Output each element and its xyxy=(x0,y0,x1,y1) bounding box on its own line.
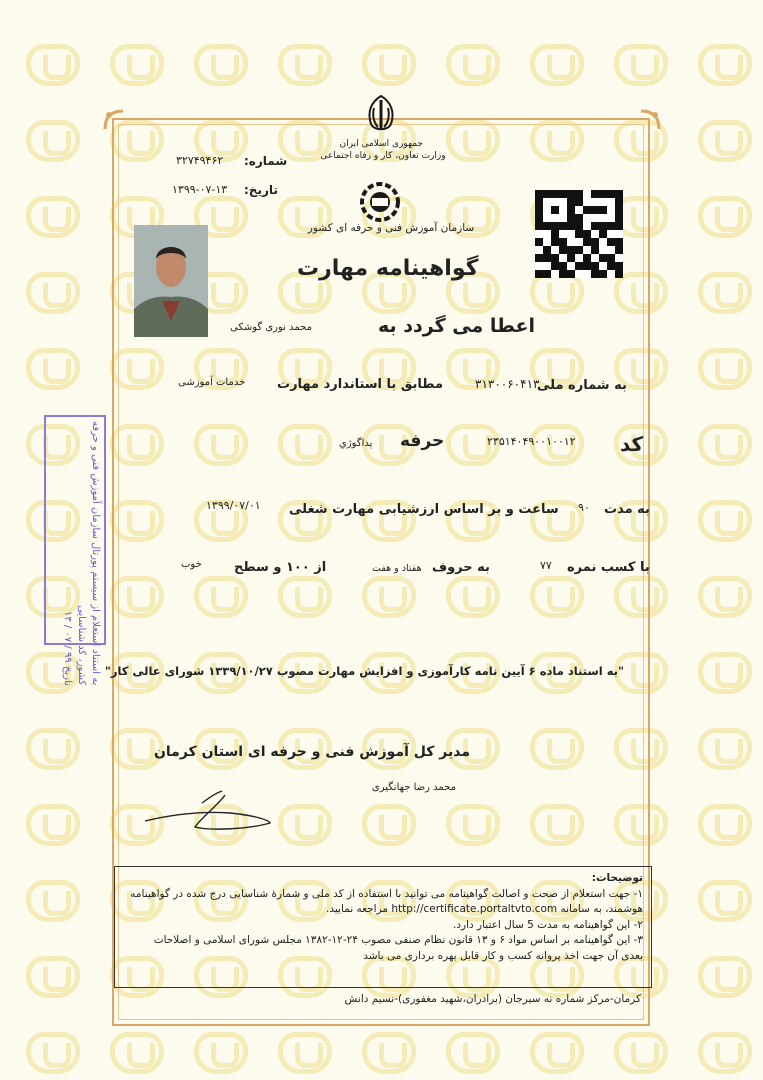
awarded-to-label: اعطا می گردد به xyxy=(378,315,535,337)
qr-module xyxy=(615,222,623,230)
notes-line: هوشمند، به سامانه http://certificate.portaltvto.com مراجعه نمایید. xyxy=(326,903,643,915)
qr-module xyxy=(607,270,615,278)
qr-module xyxy=(599,206,607,214)
qr-module xyxy=(559,214,567,222)
qr-module xyxy=(559,230,567,238)
qr-module xyxy=(535,206,543,214)
qr-module xyxy=(591,238,599,246)
qr-module xyxy=(591,214,599,222)
qr-module xyxy=(607,246,615,254)
organization-name: سازمان آموزش فنی و حرفه ای کشور xyxy=(307,222,475,234)
watermark-tile-icon xyxy=(26,348,80,390)
qr-module xyxy=(599,214,607,222)
watermark-tile-icon xyxy=(698,804,752,846)
standard-label: مطابق با استاندارد مهارت xyxy=(277,377,444,392)
qr-module xyxy=(599,190,607,198)
qr-module xyxy=(591,206,599,214)
qr-module xyxy=(551,190,559,198)
qr-module xyxy=(567,198,575,206)
qr-module xyxy=(575,198,583,206)
score-value: ۷۷ xyxy=(540,559,552,572)
qr-module xyxy=(567,246,575,254)
qr-module xyxy=(535,190,543,198)
qr-module xyxy=(575,270,583,278)
qr-module xyxy=(607,214,615,222)
assessment-label: ساعت و بر اساس ارزشیابی مهارت شغلی xyxy=(289,502,559,517)
watermark-tile-icon xyxy=(530,1032,584,1074)
code-value: ۲۳۵۱۴۰۴۹۰۰۱۰۰۱۲ xyxy=(487,435,576,448)
notes-line: بعدی آن جهت اخذ پروانه کسب و کار قابل بهره برداری می باشد xyxy=(363,949,643,962)
qr-module xyxy=(559,222,567,230)
watermark-tile-icon xyxy=(698,500,752,542)
watermark-tile-icon xyxy=(194,1032,248,1074)
qr-module xyxy=(543,262,551,270)
qr-module xyxy=(567,270,575,278)
qr-module xyxy=(551,238,559,246)
qr-module xyxy=(543,190,551,198)
watermark-tile-icon xyxy=(446,1032,500,1074)
duration-value: ۹۰ xyxy=(578,501,590,514)
qr-module xyxy=(551,230,559,238)
watermark-tile-icon xyxy=(278,44,332,86)
certificate-title: گواهینامه مهارت xyxy=(297,256,479,281)
watermark-tile-icon xyxy=(26,956,80,998)
qr-module xyxy=(567,262,575,270)
qr-module xyxy=(575,214,583,222)
qr-module xyxy=(615,238,623,246)
qr-module xyxy=(551,270,559,278)
qr-module xyxy=(615,262,623,270)
qr-module xyxy=(543,222,551,230)
holder-photo xyxy=(134,225,208,337)
watermark-tile-icon xyxy=(698,956,752,998)
watermark-tile-icon xyxy=(26,1032,80,1074)
watermark-tile-icon xyxy=(698,272,752,314)
watermark-tile-icon xyxy=(278,1032,332,1074)
qr-module xyxy=(583,230,591,238)
qr-module xyxy=(615,190,623,198)
corner-ornament-icon xyxy=(639,109,661,131)
qr-code xyxy=(535,190,623,278)
qr-module xyxy=(615,214,623,222)
qr-module xyxy=(591,222,599,230)
qr-module xyxy=(575,206,583,214)
qr-module xyxy=(567,230,575,238)
qr-module xyxy=(567,190,575,198)
watermark-tile-icon xyxy=(698,652,752,694)
qr-module xyxy=(559,262,567,270)
watermark-tile-icon xyxy=(26,44,80,86)
qr-module xyxy=(599,198,607,206)
qr-module xyxy=(599,270,607,278)
watermark-tile-icon xyxy=(698,424,752,466)
qr-module xyxy=(535,222,543,230)
qr-module xyxy=(543,238,551,246)
watermark-tile-icon xyxy=(698,880,752,922)
qr-module xyxy=(535,270,543,278)
watermark-tile-icon xyxy=(26,196,80,238)
qr-module xyxy=(543,230,551,238)
qr-module xyxy=(543,254,551,262)
qr-module xyxy=(591,246,599,254)
qr-module xyxy=(567,222,575,230)
watermark-tile-icon xyxy=(698,348,752,390)
national-id-value: ۳۱۳۰۰۶۰۴۱۳ xyxy=(475,377,540,391)
ministry-text: وزارت تعاون، کار و رفاه اجتماعی xyxy=(320,151,446,161)
qr-module xyxy=(615,270,623,278)
in-letters-value: هفتاد و هفت xyxy=(372,563,422,574)
notes-heading: توضیحات: xyxy=(591,872,643,884)
signature xyxy=(140,785,275,835)
qr-module xyxy=(551,214,559,222)
profession-label: حرفه xyxy=(400,431,445,451)
watermark-tile-icon xyxy=(110,44,164,86)
watermark-tile-icon xyxy=(614,1032,668,1074)
qr-module xyxy=(535,238,543,246)
qr-module xyxy=(583,222,591,230)
watermark-tile-icon xyxy=(614,44,668,86)
qr-module xyxy=(551,206,559,214)
tvto-logo-icon xyxy=(352,180,408,224)
qr-module xyxy=(599,254,607,262)
qr-module xyxy=(551,198,559,206)
verification-stamp xyxy=(44,415,106,686)
stamp-line-2: کشور، کد شناسایی xyxy=(76,605,87,686)
qr-module xyxy=(535,214,543,222)
qr-module xyxy=(543,246,551,254)
watermark-tile-icon xyxy=(698,576,752,618)
qr-module xyxy=(559,246,567,254)
watermark-tile-icon xyxy=(698,120,752,162)
in-letters-label: به حروف xyxy=(432,560,490,575)
stamp-line-3: تاریخ ۹۹ / ۰۷ / ۱۳ xyxy=(62,610,73,686)
standard-value: خدمات آموزشی xyxy=(178,377,246,388)
qr-module xyxy=(575,230,583,238)
qr-module xyxy=(583,206,591,214)
qr-module xyxy=(559,190,567,198)
qr-module xyxy=(551,254,559,262)
qr-module xyxy=(591,230,599,238)
watermark-tile-icon xyxy=(698,728,752,770)
qr-module xyxy=(583,246,591,254)
watermark-tile-icon xyxy=(26,804,80,846)
qr-module xyxy=(599,262,607,270)
qr-module xyxy=(583,270,591,278)
qr-module xyxy=(583,238,591,246)
watermark-tile-icon xyxy=(446,44,500,86)
national-id-label: به شماره ملی xyxy=(537,378,627,393)
qr-module xyxy=(567,214,575,222)
qr-module xyxy=(559,270,567,278)
qr-module xyxy=(535,262,543,270)
notes-line: ۳- این گواهینامه بر اساس مواد ۶ و ۱۳ قانون نظام صنفی مصوب ۲۴-۱۲-۱۳۸۲ مجلس شورای اسلامی و اصلاحات xyxy=(153,934,643,946)
level-value: خوب xyxy=(181,559,202,570)
corner-ornament-icon xyxy=(103,109,125,131)
qr-module xyxy=(615,254,623,262)
qr-module xyxy=(543,270,551,278)
qr-module xyxy=(535,230,543,238)
qr-module xyxy=(559,238,567,246)
notes-line: ۲- این گواهینامه به مدت 5 سال اعتبار دارد. xyxy=(453,918,643,931)
qr-module xyxy=(559,198,567,206)
qr-module xyxy=(559,254,567,262)
code-label: کد xyxy=(620,432,644,456)
watermark-tile-icon xyxy=(362,1032,416,1074)
qr-module xyxy=(607,206,615,214)
watermark-tile-icon xyxy=(26,728,80,770)
qr-module xyxy=(575,254,583,262)
number-label: شماره: xyxy=(244,154,288,168)
qr-module xyxy=(551,222,559,230)
watermark-tile-icon xyxy=(194,44,248,86)
watermark-tile-icon xyxy=(26,880,80,922)
qr-module xyxy=(575,262,583,270)
watermark-tile-icon xyxy=(362,44,416,86)
qr-module xyxy=(591,198,599,206)
republic-text: جمهوری اسلامی ایران xyxy=(339,139,423,149)
date-label: تاریخ: xyxy=(244,183,278,197)
watermark-tile-icon xyxy=(110,1032,164,1074)
qr-module xyxy=(575,190,583,198)
qr-module xyxy=(599,246,607,254)
qr-module xyxy=(575,246,583,254)
duration-label: به مدت xyxy=(604,502,650,517)
qr-module xyxy=(583,262,591,270)
qr-module xyxy=(535,198,543,206)
qr-module xyxy=(567,238,575,246)
qr-module xyxy=(567,206,575,214)
qr-module xyxy=(591,254,599,262)
notes-box xyxy=(114,866,652,988)
qr-module xyxy=(615,206,623,214)
qr-module xyxy=(543,206,551,214)
qr-module xyxy=(543,198,551,206)
qr-module xyxy=(615,198,623,206)
qr-module xyxy=(607,238,615,246)
footer-address: کرمان-مرکز شماره نه سیرجان (برادران،شهید مغفوری)-نسیم دانش xyxy=(344,993,641,1005)
qr-module xyxy=(535,246,543,254)
qr-module xyxy=(575,222,583,230)
qr-module xyxy=(607,222,615,230)
out-of-label: از ۱۰۰ و سطح xyxy=(234,560,327,575)
qr-module xyxy=(607,198,615,206)
qr-module xyxy=(607,262,615,270)
qr-module xyxy=(551,246,559,254)
qr-module xyxy=(615,230,623,238)
qr-module xyxy=(575,238,583,246)
qr-module xyxy=(607,190,615,198)
profession-value: پداگوژي xyxy=(339,438,373,449)
watermark-tile-icon xyxy=(530,44,584,86)
qr-module xyxy=(591,270,599,278)
qr-module xyxy=(599,222,607,230)
watermark-tile-icon xyxy=(26,120,80,162)
number-value: ۳۲۷۴۹۴۶۲ xyxy=(176,154,224,167)
holder-name: محمد نوری گوشکی xyxy=(230,322,312,333)
watermark-tile-icon xyxy=(698,44,752,86)
qr-module xyxy=(591,262,599,270)
iran-emblem-icon xyxy=(361,94,401,136)
qr-module xyxy=(607,254,615,262)
director-title: مدیر کل آموزش فنی و حرفه ای استان کرمان xyxy=(153,744,470,760)
qr-module xyxy=(583,198,591,206)
assessment-date: ۱۳۹۹/۰۷/۰۱ xyxy=(206,499,261,512)
qr-module xyxy=(607,230,615,238)
qr-module xyxy=(559,206,567,214)
qr-module xyxy=(583,254,591,262)
watermark-tile-icon xyxy=(698,1032,752,1074)
date-value: ۱۳۹۹-۰۷-۱۳ xyxy=(172,183,228,196)
qr-module xyxy=(591,190,599,198)
qr-module xyxy=(543,214,551,222)
qr-module xyxy=(599,230,607,238)
qr-module xyxy=(615,246,623,254)
qr-module xyxy=(567,254,575,262)
watermark-tile-icon xyxy=(26,272,80,314)
qr-module xyxy=(583,214,591,222)
director-name: محمد رضا جهانگیری xyxy=(371,782,456,793)
score-label: با کسب نمره xyxy=(567,560,650,575)
qr-module xyxy=(583,190,591,198)
qr-module xyxy=(599,238,607,246)
qr-module xyxy=(535,254,543,262)
watermark-tile-icon xyxy=(698,196,752,238)
basis-statement: "به استناد ماده ۶ آیین نامه کارآموزی و افزایش مهارت مصوب ۱۳۳۹/۱۰/۲۷ شورای عالی کار" xyxy=(104,664,624,678)
notes-line: ۱- جهت استعلام از صحت و اصالت گواهینامه می توانید با استفاده از کد ملی و شمارۀ شناسایی درج شده در گواهینامه xyxy=(130,887,643,900)
qr-module xyxy=(551,262,559,270)
stamp-line-1: به استناد استعلام از سیستم پورتال سازمان آموزش فنی و حرفه xyxy=(90,421,101,686)
